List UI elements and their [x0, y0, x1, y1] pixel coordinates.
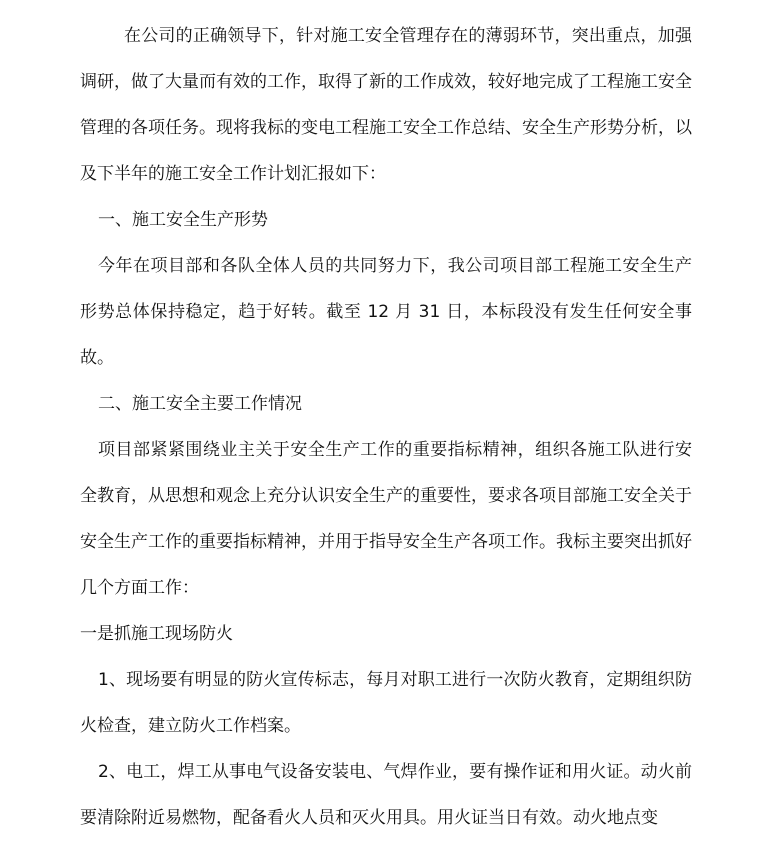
list-item: 2、电工，焊工从事电气设备安装电、气焊作业，要有操作证和用火证。动火前要清除附近易燃物，配备看火人员和灭火用具。用火证当日有效。动火地点变 [80, 762, 692, 828]
section-heading-main-work: 二、施工安全主要工作情况 [98, 394, 302, 414]
list-item: 1、现场要有明显的防火宣传标志，每月对职工进行一次防火教育，定期组织防火检查，建立防火工作档案。 [80, 670, 692, 736]
subheading-fire-prevention: 一是抓施工现场防火 [80, 624, 233, 644]
section-heading-safety-situation: 一、施工安全生产形势 [98, 210, 268, 230]
main-work-paragraph: 项目部紧紧围绕业主关于安全生产工作的重要指标精神，组织各施工队进行安全教育，从思想和观念上充分认识安全生产的重要性，要求各项目部施工安全关于安全生产工作的重要指标精神，并用于指导安全生产各项工作。我标主要突出抓好几个方面工作： [80, 440, 692, 598]
safety-situation-paragraph: 今年在项目部和各队全体人员的共同努力下，我公司项目部工程施工安全生产形势总体保持稳定，趋于好转。截至 12 月 31 日，本标段没有发生任何安全事故。 [80, 256, 692, 368]
intro-paragraph: 在公司的正确领导下，针对施工安全管理存在的薄弱环节，突出重点，加强调研，做了大量而有效的工作，取得了新的工作成效，较好地完成了工程施工安全管理的各项任务。现将我标的变电工程施工安全工作总结、安全生产形势分析，以及下半年的施工安全工作计划汇报如下： [80, 26, 692, 184]
document-page [80, 13, 692, 841]
